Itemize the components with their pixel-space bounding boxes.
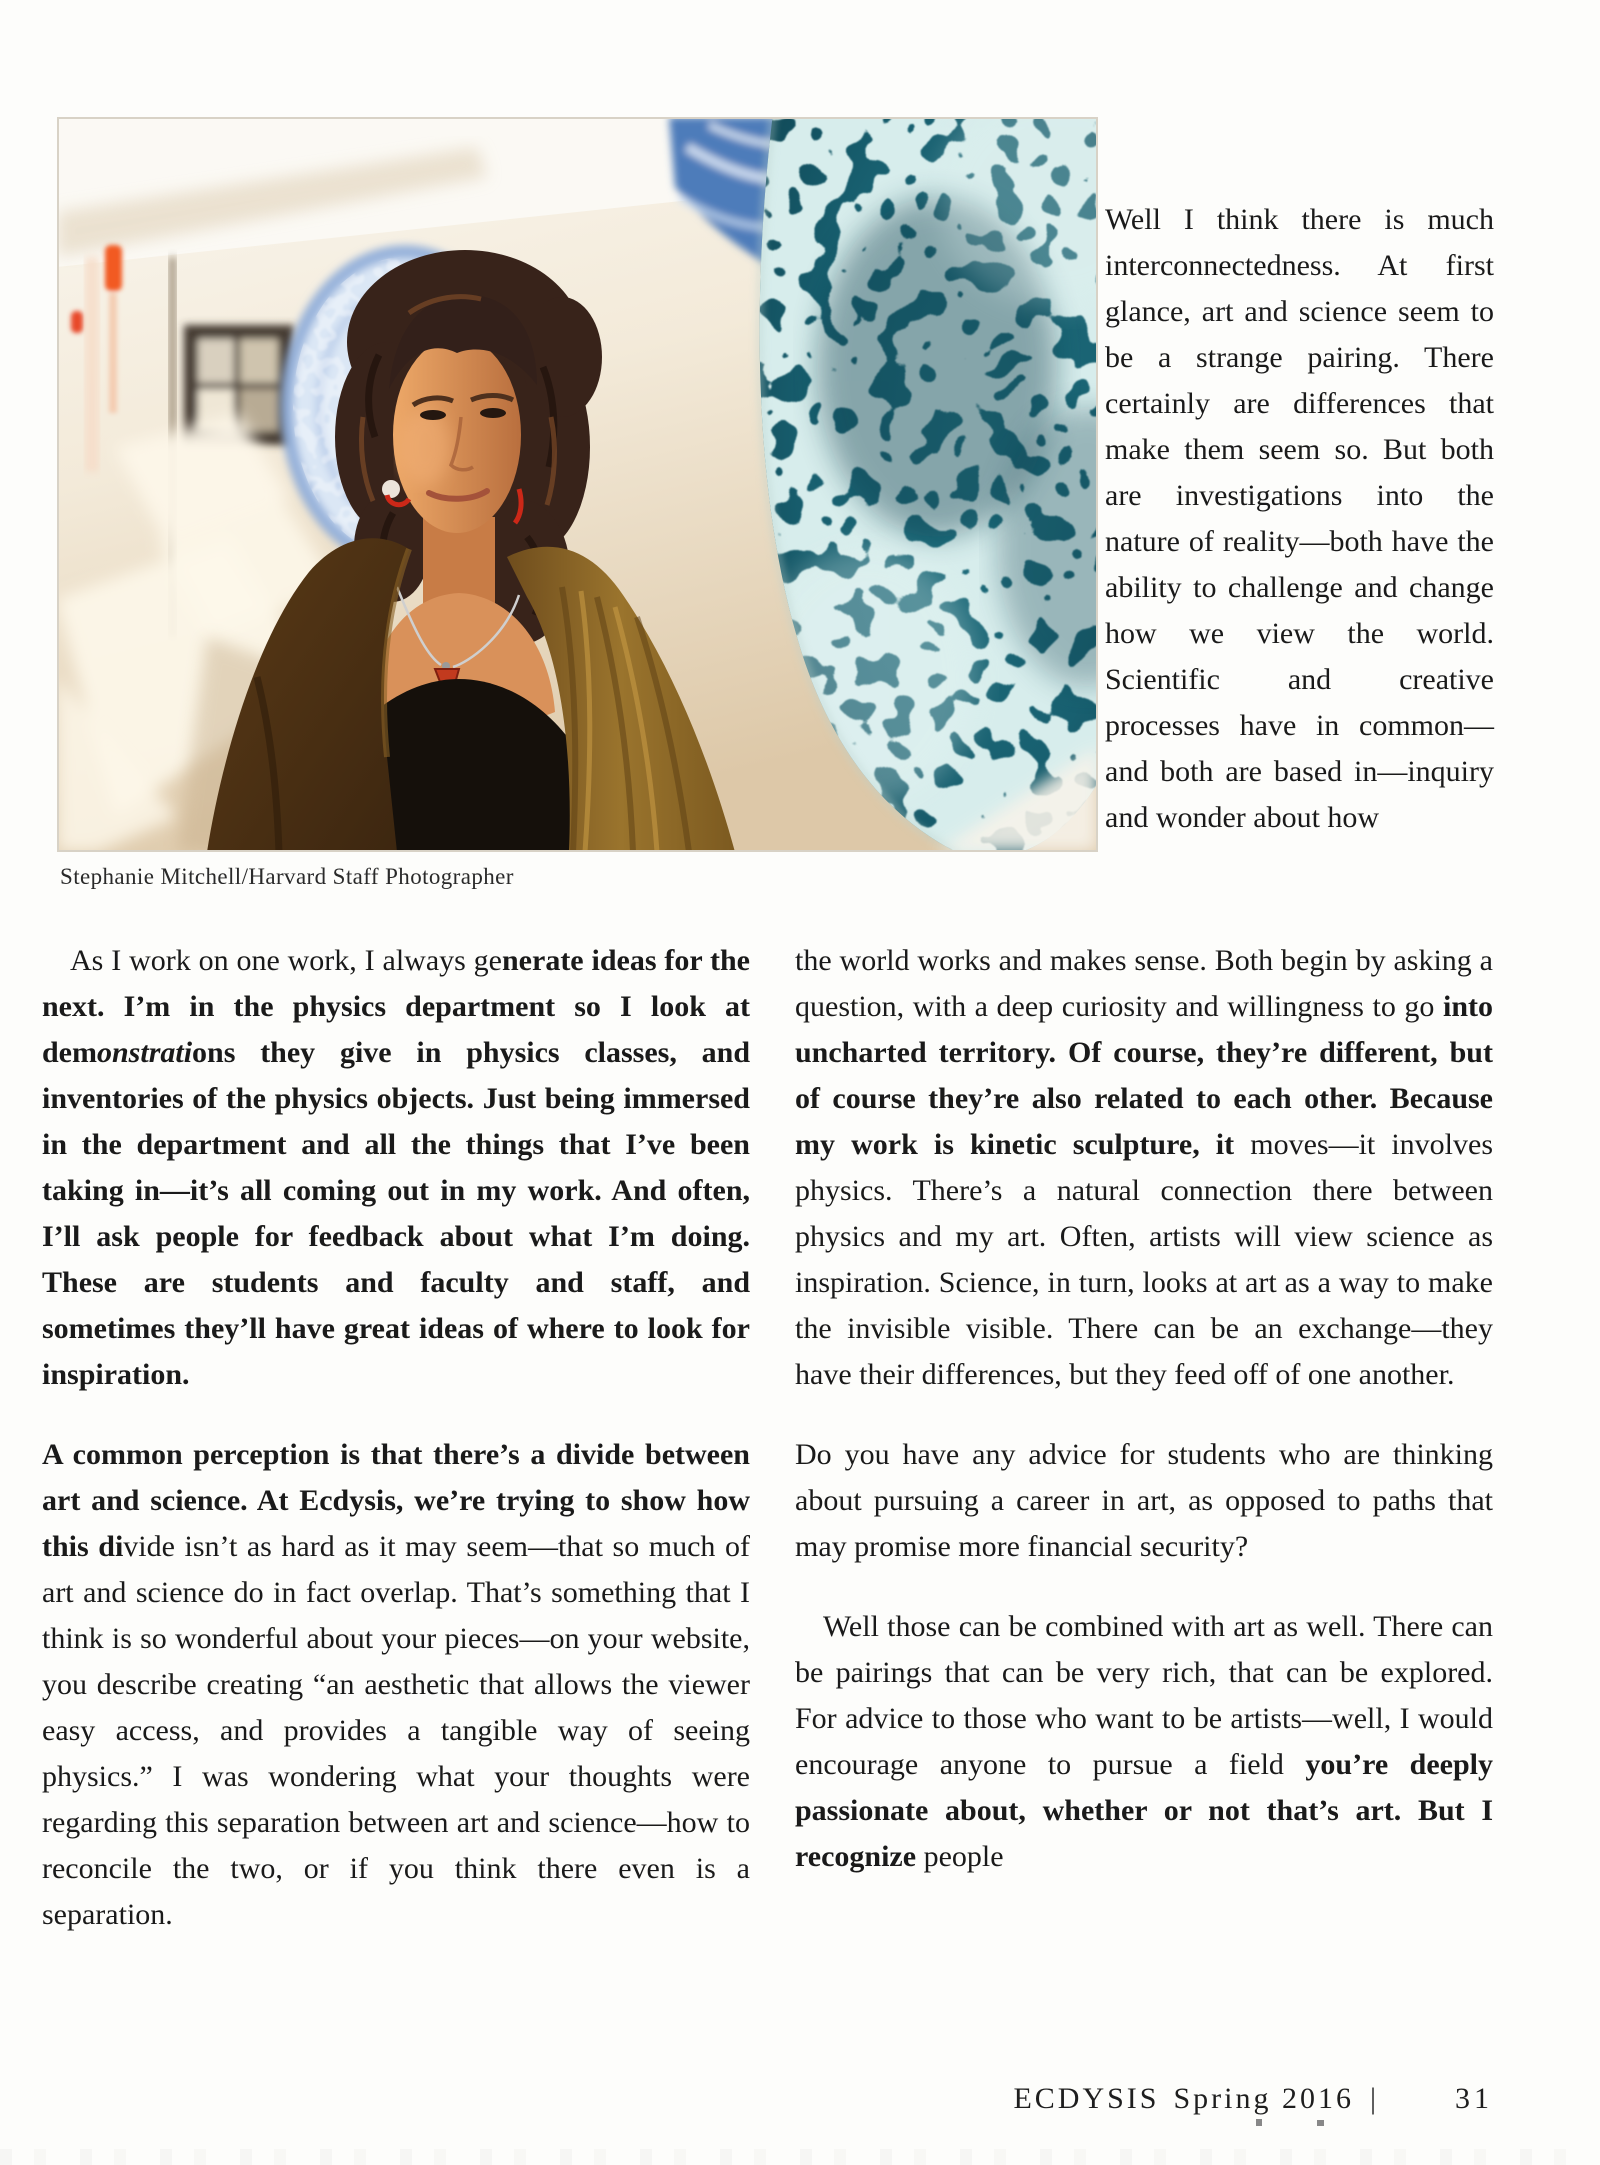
page-footer bbox=[0, 2082, 1493, 2116]
column-left bbox=[42, 938, 750, 1938]
portrait-photo-illustration bbox=[57, 117, 1098, 852]
answer-paragraph-continued: the world works and makes sense. Both begin by asking a question, with a deep curiosity and willingness to go into uncharted territory. Of course, they’re different, but of course they’re also related to each other. Because my work is kinetic sculpture, it moves—it involves physics. There’s a natural connection there between physics and my art. Often, artists will view science as inspiration. Science, in turn, looks at art as a way to make the invisible visible. There can be an exchange—they have their differences, but they feed off of one another. bbox=[795, 944, 1494, 1391]
column-right-narrow bbox=[1105, 197, 1494, 841]
scan-noise-strip bbox=[0, 2149, 1600, 2165]
answer-paragraph: Well I think there is much interconnectedness. At first glance, art and science seem to be a strange pairing. There certainly are differences that make them seem so. But both are investigations into the nature of reality—both have the ability to challenge and change how we view the world. Scientific and creative processes have in common—and both are based in—inquiry and wonder about how bbox=[1105, 203, 1494, 834]
issue-label: Spring 2016 bbox=[1173, 2082, 1354, 2115]
column-right-wide bbox=[795, 938, 1493, 1880]
answer-paragraph: Well those can be combined with art as well. There can be pairings that can be very rich, that can be explored. For advice to those who want to be artists—well, I would encourage anyone to pursue a field you’re deeply passionate about, whether or not that’s art. But I recognize people bbox=[795, 1610, 1493, 1873]
question-paragraph: A common perception is that there’s a divide between art and science. At Ecdysis, we’re trying to show how this divide isn’t as hard as it may seem—that so much of art and science do in fact overlap. That’s something that I think is so wonderful about your pieces—on your website, you describe creating “an aesthetic that allows the viewer easy access, and provides a tangible way of seeing physics.” I was wondering what your thoughts were regarding this separation between art and science—how to reconcile the two, or if you think there even is a separation. bbox=[42, 1438, 750, 1931]
journal-title: ECDYSIS bbox=[1013, 2082, 1160, 2115]
answer-paragraph: As I work on one work, I always generate ideas for the next. I’m in the physics department so I look at demonstrations they give in physics classes, and inventories of the physics objects. Just being immersed in the department and all the things that I’ve been taking in—it’s all coming out in my work. And often, I’ll ask people for feedback about what I’m doing. These are students and faculty and staff, and sometimes they’ll have great ideas of where to look for inspiration. bbox=[42, 944, 750, 1391]
article-photo bbox=[57, 117, 1098, 852]
photo-caption: Stephanie Mitchell/Harvard Staff Photographer bbox=[60, 864, 514, 889]
scan-speck bbox=[1256, 2119, 1262, 2126]
question-paragraph: Do you have any advice for students who are thinking about pursuing a career in art, as opposed to paths that may promise more financial security? bbox=[795, 1438, 1493, 1563]
page-number: 31 bbox=[1455, 2082, 1493, 2115]
scan-speck bbox=[1317, 2120, 1324, 2126]
footer-separator: | bbox=[1369, 2082, 1379, 2115]
